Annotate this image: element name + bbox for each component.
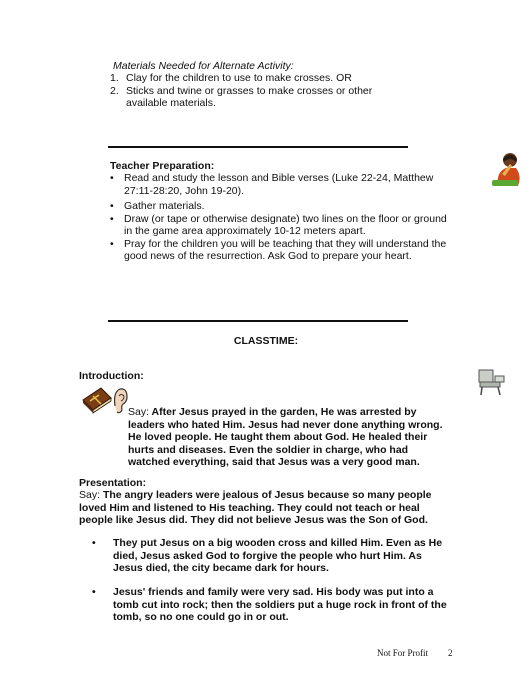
divider (108, 146, 408, 148)
item-text: Draw (or tape or otherwise designate) two lines on the floor or ground in the game area approximately 10-12 meters apart. (124, 212, 447, 237)
item-number: 2. (110, 84, 119, 97)
list-item (110, 85, 410, 110)
footer-text: Not For Profit (377, 648, 429, 658)
list-item (110, 172, 450, 197)
introduction-heading: Introduction: (79, 370, 144, 382)
say-label: Say: (79, 489, 101, 501)
presentation-text: The angry leaders were jealous of Jesus because so many people loved Him and listened to His teaching. They could not teach or heal people like Jesus did. They did not believe Jesus was the Son of God. (79, 489, 432, 526)
list-item (110, 72, 410, 85)
materials-heading: Materials Needed for Alternate Activity: (113, 60, 294, 72)
classtime-heading: CLASSTIME: (233, 335, 299, 347)
item-text: Clay for the children to use to make crosses. OR (126, 72, 352, 84)
item-text: Gather materials. (124, 200, 205, 212)
praying-child-icon (490, 150, 522, 188)
list-item (110, 213, 450, 238)
item-number: 1. (110, 72, 119, 84)
item-text: Jesus' friends and family were very sad. His body was put into a tomb cut into rock; then the soldiers put a huge rock in front of the tomb, so no one could go in or out. (113, 586, 447, 623)
list-item (92, 586, 450, 624)
prep-heading: Teacher Preparation: (110, 160, 215, 172)
item-text: They put Jesus on a big wooden cross and killed Him. Even as He died, Jesus asked God to forgive the people who hurt Him. As Jesus died, the city became dark for hours. (113, 537, 443, 574)
bullet-icon: • (110, 200, 114, 212)
list-item (110, 200, 450, 213)
list-item (92, 537, 450, 575)
bullet-icon: • (92, 537, 96, 549)
bullet-icon: • (110, 237, 114, 250)
divider (108, 320, 408, 322)
bullet-icon: • (110, 212, 114, 225)
page-number: 2 (448, 648, 453, 658)
item-text: Pray for the children you will be teaching that they will understand the good news of the resurrection. Ask God to prepare your heart. (124, 237, 447, 262)
materials-list (110, 72, 410, 110)
item-text: Read and study the lesson and Bible verses (Luke 22-24, Matthew 27:11-28:20, John 19-20). (124, 172, 434, 197)
list-item (110, 238, 450, 263)
prep-list (110, 172, 450, 263)
introduction-text: After Jesus prayed in the garden, He was arrested by leaders who hated Him. Jesus had never done anything wrong. He loved people. He taught them about God. He healed their hurts and diseases. Even the soldier in charge, who had watched everything, said that Jesus was a very good man. (128, 406, 443, 468)
bullet-icon: • (92, 586, 96, 598)
introduction-body (108, 406, 448, 469)
presentation-heading: Presentation: (79, 477, 147, 489)
presentation-bullet (92, 537, 450, 575)
item-text: Sticks and twine or grasses to make crosses or other available materials. (126, 84, 373, 109)
bullet-icon: • (110, 172, 114, 184)
say-label: Say: (128, 406, 150, 418)
presentation-body (79, 489, 447, 527)
chair-icon (476, 366, 506, 396)
presentation-bullet (92, 586, 450, 624)
